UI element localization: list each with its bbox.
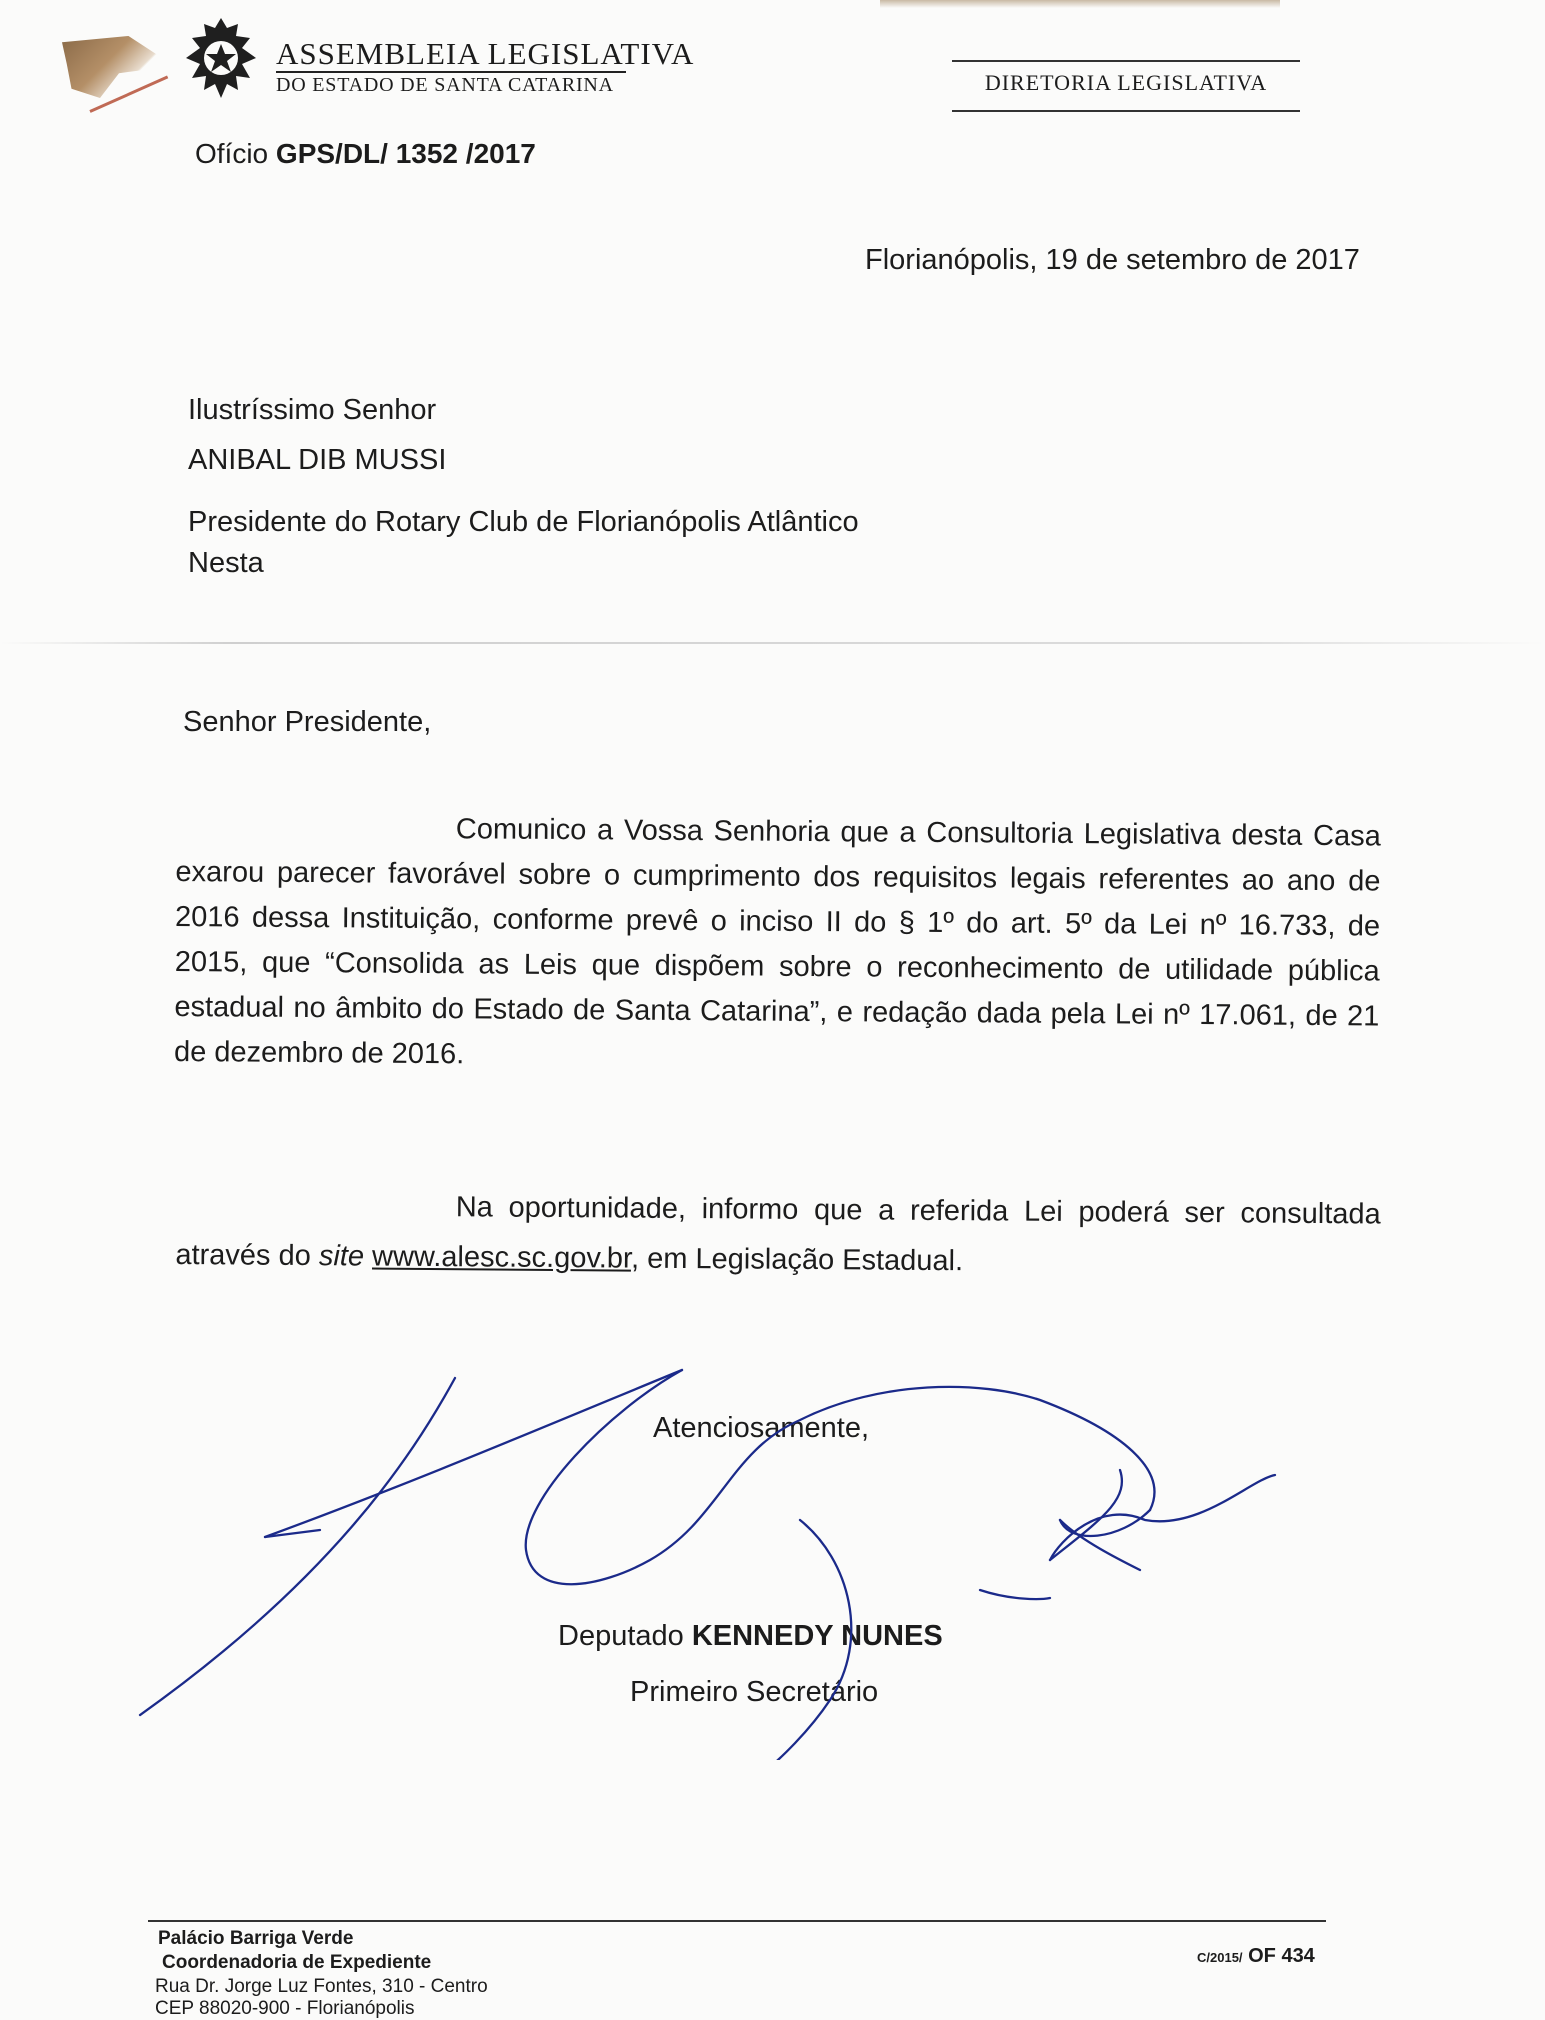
footer-palace: Palácio Barriga Verde <box>158 1928 354 1949</box>
recipient-name: ANIBAL DIB MUSSI <box>188 444 447 476</box>
oficio-label: Ofício <box>195 138 269 169</box>
recipient-honorific: Ilustríssimo Senhor <box>188 394 437 426</box>
recipient-title: Presidente do Rotary Club de Florianópolis Atlântico <box>188 506 859 538</box>
handwritten-signature <box>0 1300 1545 1760</box>
form-ref-code: OF 434 <box>1248 1945 1315 1967</box>
department-rule-bottom <box>952 110 1300 112</box>
footer-rule <box>148 1920 1326 1922</box>
recipient-location: Nesta <box>188 547 264 579</box>
signer-role: Primeiro Secretário <box>630 1676 879 1708</box>
site-word: site <box>318 1240 365 1273</box>
paper-edge-shadow <box>880 0 1280 8</box>
closing: Atenciosamente, <box>653 1412 870 1444</box>
department-name: DIRETORIA LEGISLATIVA <box>984 70 1268 95</box>
footer-department: Coordenadoria de Expediente <box>162 1952 432 1973</box>
letterhead-rule <box>276 71 626 73</box>
form-reference <box>1197 1945 1315 1968</box>
paper-fold-crease <box>0 642 1545 644</box>
website-link[interactable]: www.alesc.sc.gov.br <box>371 1240 632 1275</box>
institution-state: DO ESTADO DE SANTA CATARINA <box>276 74 614 96</box>
signer-prefix: Deputado <box>558 1620 692 1652</box>
oficio-reference <box>195 138 536 170</box>
salutation: Senhor Presidente, <box>183 706 432 738</box>
department-rule-top <box>952 60 1300 62</box>
oficio-number: GPS/DL/ 1352 /2017 <box>275 138 536 169</box>
paragraph-2-end: , em Legislação Estadual. <box>630 1242 964 1278</box>
footer-address: Rua Dr. Jorge Luz Fontes, 310 - Centro <box>155 1976 488 1997</box>
form-ref-year: C/2015/ <box>1197 1950 1243 1965</box>
state-coat-of-arms-icon <box>180 14 262 102</box>
institution-name: ASSEMBLEIA LEGISLATIVA <box>276 36 695 71</box>
place-and-date: Florianópolis, 19 de setembro de 2017 <box>865 244 1360 276</box>
body-paragraph-1: Comunico a Vossa Senhoria que a Consultoria Legislativa desta Casa exarou parecer favorável sobre o cumprimento dos requisitos legais referentes ao ano de 2016 dessa Instituição, conforme prevê o inciso II do § 1º do art. 5º da Lei nº 16.733, de 2015, que “Consolida as Leis que dispõem sobre o reconhecimento de utilidade pública estadual no âmbito do Estado de Santa Catarina”, e redação dada pela Lei nº 17.061, de 21 de dezembro de 2016. <box>173 813 1381 1071</box>
signer-surname: KENNEDY NUNES <box>691 1620 943 1652</box>
body-paragraph-2 <box>175 1180 1381 1289</box>
footer-postal-code: CEP 88020-900 - Florianópolis <box>155 1998 415 2019</box>
paragraph-2-text: Na oportunidade, informo que a referida Lei poderá ser consultada através do <box>175 1191 1381 1273</box>
